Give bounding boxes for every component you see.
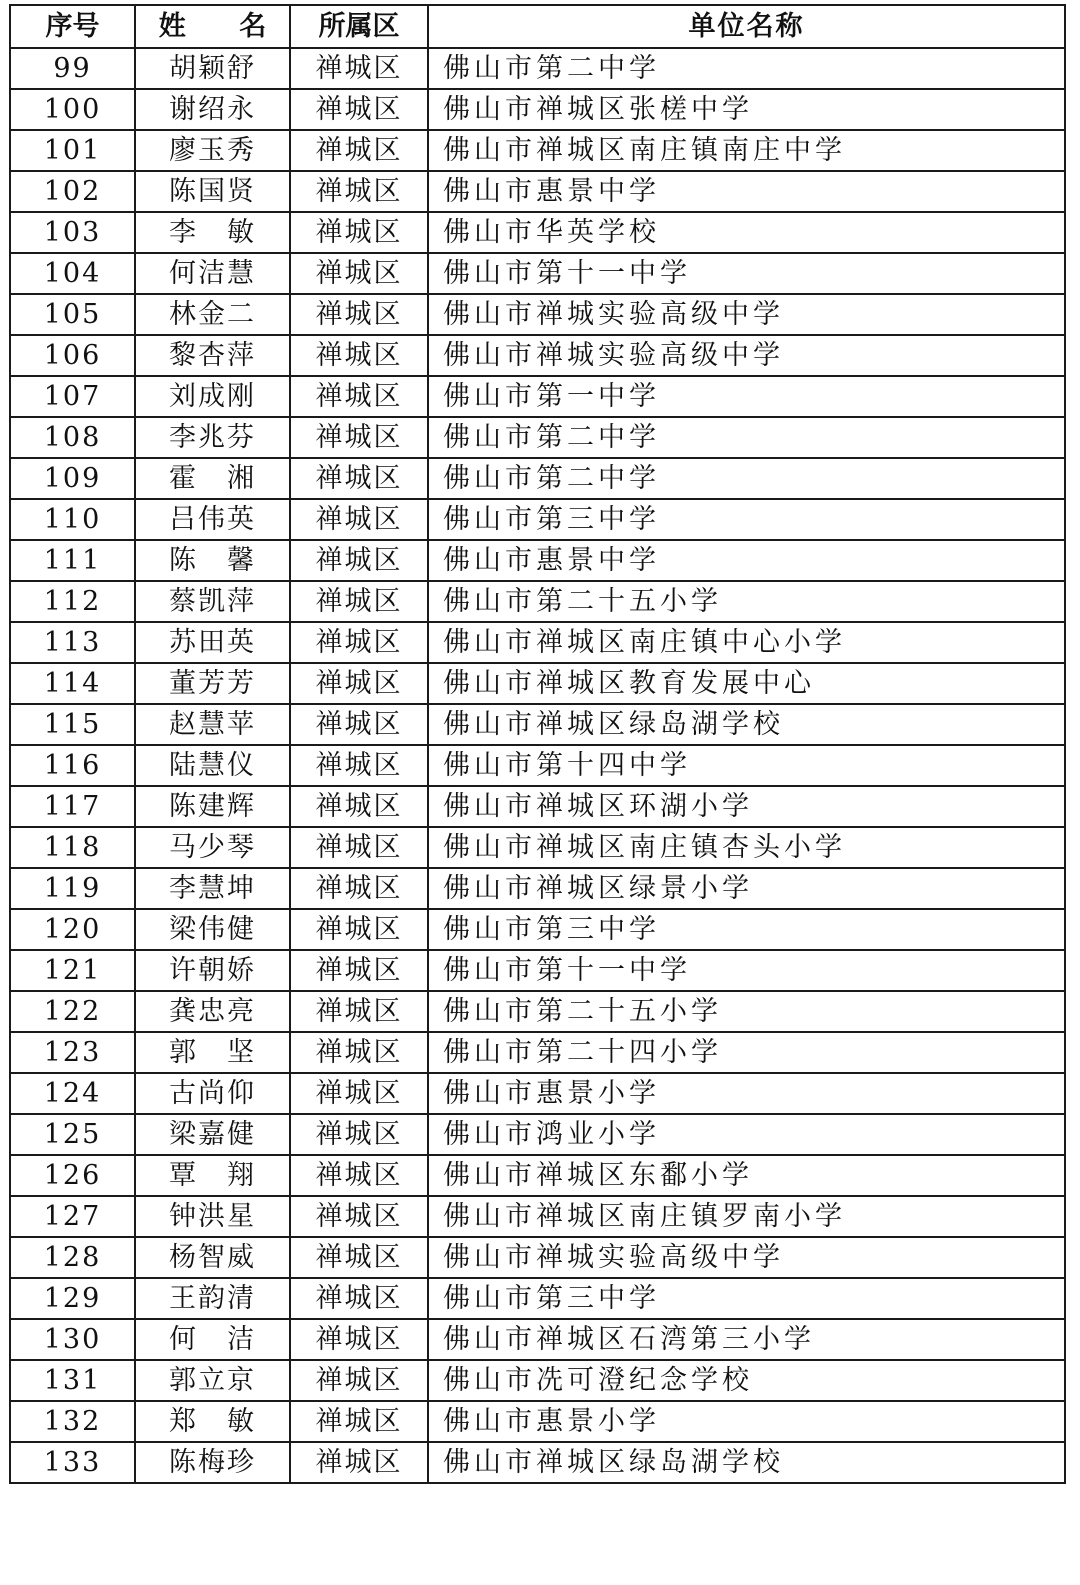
name-cell: 何 洁 <box>135 1319 290 1360</box>
unit-name-cell: 佛山市冼可澄纪念学校 <box>428 1360 1065 1401</box>
table-row <box>10 417 1065 458</box>
table-row <box>10 458 1065 499</box>
serial-number-cell: 118 <box>10 827 135 868</box>
unit-name-cell: 佛山市第二十四小学 <box>428 1032 1065 1073</box>
name-cell: 李 敏 <box>135 212 290 253</box>
name-cell: 许朝娇 <box>135 950 290 991</box>
district-cell: 禅城区 <box>290 786 428 827</box>
serial-number-cell: 104 <box>10 253 135 294</box>
unit-name-cell: 佛山市第二十五小学 <box>428 581 1065 622</box>
district-cell: 禅城区 <box>290 991 428 1032</box>
name-cell: 霍 湘 <box>135 458 290 499</box>
serial-number-cell: 115 <box>10 704 135 745</box>
header-unit-name: 单位名称 <box>428 5 1065 48</box>
header-serial-number: 序号 <box>10 5 135 48</box>
serial-number-cell: 105 <box>10 294 135 335</box>
serial-number-cell: 114 <box>10 663 135 704</box>
table-row <box>10 171 1065 212</box>
table-row <box>10 745 1065 786</box>
unit-name-cell: 佛山市禅城区南庄镇中心小学 <box>428 622 1065 663</box>
serial-number-cell: 101 <box>10 130 135 171</box>
serial-number-cell: 133 <box>10 1442 135 1483</box>
name-cell: 陈梅珍 <box>135 1442 290 1483</box>
serial-number-cell: 124 <box>10 1073 135 1114</box>
name-cell: 钟洪星 <box>135 1196 290 1237</box>
unit-name-cell: 佛山市惠景小学 <box>428 1073 1065 1114</box>
table-row <box>10 622 1065 663</box>
serial-number-cell: 125 <box>10 1114 135 1155</box>
serial-number-cell: 103 <box>10 212 135 253</box>
serial-number-cell: 121 <box>10 950 135 991</box>
serial-number-cell: 100 <box>10 89 135 130</box>
unit-name-cell: 佛山市鸿业小学 <box>428 1114 1065 1155</box>
unit-name-cell: 佛山市惠景小学 <box>428 1401 1065 1442</box>
table-row <box>10 1319 1065 1360</box>
table-row <box>10 1073 1065 1114</box>
table-row <box>10 868 1065 909</box>
serial-number-cell: 99 <box>10 48 135 89</box>
table-row <box>10 581 1065 622</box>
unit-name-cell: 佛山市第一中学 <box>428 376 1065 417</box>
district-cell: 禅城区 <box>290 1073 428 1114</box>
name-cell: 杨智威 <box>135 1237 290 1278</box>
serial-number-cell: 108 <box>10 417 135 458</box>
name-cell: 李兆芬 <box>135 417 290 458</box>
table-row <box>10 499 1065 540</box>
district-cell: 禅城区 <box>290 1114 428 1155</box>
unit-name-cell: 佛山市禅城实验高级中学 <box>428 294 1065 335</box>
unit-name-cell: 佛山市第二中学 <box>428 417 1065 458</box>
name-cell: 胡颖舒 <box>135 48 290 89</box>
name-cell: 廖玉秀 <box>135 130 290 171</box>
serial-number-cell: 109 <box>10 458 135 499</box>
name-cell: 董芳芳 <box>135 663 290 704</box>
name-cell: 谢绍永 <box>135 89 290 130</box>
table-row <box>10 909 1065 950</box>
name-cell: 覃 翔 <box>135 1155 290 1196</box>
serial-number-cell: 130 <box>10 1319 135 1360</box>
district-cell: 禅城区 <box>290 745 428 786</box>
district-cell: 禅城区 <box>290 622 428 663</box>
unit-name-cell: 佛山市惠景中学 <box>428 540 1065 581</box>
table-row <box>10 1442 1065 1483</box>
district-cell: 禅城区 <box>290 335 428 376</box>
district-cell: 禅城区 <box>290 417 428 458</box>
name-cell: 龚忠亮 <box>135 991 290 1032</box>
unit-name-cell: 佛山市禅城区南庄镇南庄中学 <box>428 130 1065 171</box>
name-cell: 王韵清 <box>135 1278 290 1319</box>
unit-name-cell: 佛山市第三中学 <box>428 1278 1065 1319</box>
serial-number-cell: 119 <box>10 868 135 909</box>
serial-number-cell: 112 <box>10 581 135 622</box>
district-cell: 禅城区 <box>290 1237 428 1278</box>
serial-number-cell: 131 <box>10 1360 135 1401</box>
district-cell: 禅城区 <box>290 540 428 581</box>
district-cell: 禅城区 <box>290 89 428 130</box>
table-row <box>10 1032 1065 1073</box>
district-cell: 禅城区 <box>290 1278 428 1319</box>
table-row <box>10 212 1065 253</box>
serial-number-cell: 122 <box>10 991 135 1032</box>
table-row <box>10 294 1065 335</box>
district-cell: 禅城区 <box>290 499 428 540</box>
name-cell: 吕伟英 <box>135 499 290 540</box>
district-cell: 禅城区 <box>290 48 428 89</box>
unit-name-cell: 佛山市第十一中学 <box>428 950 1065 991</box>
table-body <box>10 48 1065 1483</box>
unit-name-cell: 佛山市禅城区环湖小学 <box>428 786 1065 827</box>
serial-number-cell: 127 <box>10 1196 135 1237</box>
serial-number-cell: 126 <box>10 1155 135 1196</box>
district-cell: 禅城区 <box>290 950 428 991</box>
district-cell: 禅城区 <box>290 294 428 335</box>
table-row <box>10 376 1065 417</box>
district-cell: 禅城区 <box>290 376 428 417</box>
name-cell: 赵慧苹 <box>135 704 290 745</box>
district-cell: 禅城区 <box>290 704 428 745</box>
district-cell: 禅城区 <box>290 1442 428 1483</box>
serial-number-cell: 129 <box>10 1278 135 1319</box>
serial-number-cell: 128 <box>10 1237 135 1278</box>
serial-number-cell: 113 <box>10 622 135 663</box>
table-row <box>10 1278 1065 1319</box>
name-cell: 郭立京 <box>135 1360 290 1401</box>
district-cell: 禅城区 <box>290 1401 428 1442</box>
header-name: 姓 名 <box>135 5 290 48</box>
unit-name-cell: 佛山市第十一中学 <box>428 253 1065 294</box>
name-cell: 蔡凯萍 <box>135 581 290 622</box>
serial-number-cell: 102 <box>10 171 135 212</box>
district-cell: 禅城区 <box>290 581 428 622</box>
header-row <box>10 5 1065 48</box>
header-district: 所属区 <box>290 5 428 48</box>
table-row <box>10 1196 1065 1237</box>
name-cell: 陈国贤 <box>135 171 290 212</box>
unit-name-cell: 佛山市第二中学 <box>428 48 1065 89</box>
unit-name-cell: 佛山市禅城区绿岛湖学校 <box>428 1442 1065 1483</box>
table-row <box>10 827 1065 868</box>
unit-name-cell: 佛山市第三中学 <box>428 909 1065 950</box>
name-cell: 郑 敏 <box>135 1401 290 1442</box>
district-cell: 禅城区 <box>290 1360 428 1401</box>
name-cell: 黎杏萍 <box>135 335 290 376</box>
name-cell: 刘成刚 <box>135 376 290 417</box>
district-cell: 禅城区 <box>290 1032 428 1073</box>
serial-number-cell: 132 <box>10 1401 135 1442</box>
table-row <box>10 991 1065 1032</box>
table-row <box>10 253 1065 294</box>
table-row <box>10 1360 1065 1401</box>
table-row <box>10 540 1065 581</box>
unit-name-cell: 佛山市华英学校 <box>428 212 1065 253</box>
table-row <box>10 786 1065 827</box>
district-cell: 禅城区 <box>290 663 428 704</box>
name-cell: 何洁慧 <box>135 253 290 294</box>
serial-number-cell: 106 <box>10 335 135 376</box>
table-row <box>10 335 1065 376</box>
table-row <box>10 1114 1065 1155</box>
district-cell: 禅城区 <box>290 1155 428 1196</box>
unit-name-cell: 佛山市第十四中学 <box>428 745 1065 786</box>
unit-name-cell: 佛山市第二中学 <box>428 458 1065 499</box>
table-row <box>10 704 1065 745</box>
serial-number-cell: 123 <box>10 1032 135 1073</box>
name-cell: 马少琴 <box>135 827 290 868</box>
unit-name-cell: 佛山市禅城区东鄱小学 <box>428 1155 1065 1196</box>
name-cell: 李慧坤 <box>135 868 290 909</box>
name-cell: 古尚仰 <box>135 1073 290 1114</box>
serial-number-cell: 111 <box>10 540 135 581</box>
table-row <box>10 89 1065 130</box>
district-cell: 禅城区 <box>290 1319 428 1360</box>
table-row <box>10 663 1065 704</box>
serial-number-cell: 107 <box>10 376 135 417</box>
table-row <box>10 1155 1065 1196</box>
table-row <box>10 48 1065 89</box>
district-cell: 禅城区 <box>290 253 428 294</box>
unit-name-cell: 佛山市第二十五小学 <box>428 991 1065 1032</box>
table-row <box>10 130 1065 171</box>
table-row <box>10 1237 1065 1278</box>
serial-number-cell: 120 <box>10 909 135 950</box>
name-cell: 梁伟健 <box>135 909 290 950</box>
unit-name-cell: 佛山市禅城实验高级中学 <box>428 335 1065 376</box>
unit-name-cell: 佛山市第三中学 <box>428 499 1065 540</box>
district-cell: 禅城区 <box>290 212 428 253</box>
name-cell: 林金二 <box>135 294 290 335</box>
serial-number-cell: 110 <box>10 499 135 540</box>
name-cell: 陆慧仪 <box>135 745 290 786</box>
unit-name-cell: 佛山市禅城区南庄镇杏头小学 <box>428 827 1065 868</box>
district-cell: 禅城区 <box>290 1196 428 1237</box>
unit-name-cell: 佛山市禅城区南庄镇罗南小学 <box>428 1196 1065 1237</box>
unit-name-cell: 佛山市禅城区石湾第三小学 <box>428 1319 1065 1360</box>
district-cell: 禅城区 <box>290 458 428 499</box>
unit-name-cell: 佛山市禅城区绿岛湖学校 <box>428 704 1065 745</box>
unit-name-cell: 佛山市禅城区绿景小学 <box>428 868 1065 909</box>
unit-name-cell: 佛山市惠景中学 <box>428 171 1065 212</box>
unit-name-cell: 佛山市禅城区张槎中学 <box>428 89 1065 130</box>
serial-number-cell: 117 <box>10 786 135 827</box>
name-cell: 郭 坚 <box>135 1032 290 1073</box>
serial-number-cell: 116 <box>10 745 135 786</box>
district-cell: 禅城区 <box>290 130 428 171</box>
district-cell: 禅城区 <box>290 868 428 909</box>
name-cell: 陈 馨 <box>135 540 290 581</box>
name-cell: 梁嘉健 <box>135 1114 290 1155</box>
roster-table <box>9 4 1066 1484</box>
unit-name-cell: 佛山市禅城区教育发展中心 <box>428 663 1065 704</box>
table-row <box>10 950 1065 991</box>
table-row <box>10 1401 1065 1442</box>
district-cell: 禅城区 <box>290 909 428 950</box>
name-cell: 陈建辉 <box>135 786 290 827</box>
district-cell: 禅城区 <box>290 827 428 868</box>
unit-name-cell: 佛山市禅城实验高级中学 <box>428 1237 1065 1278</box>
name-cell: 苏田英 <box>135 622 290 663</box>
district-cell: 禅城区 <box>290 171 428 212</box>
